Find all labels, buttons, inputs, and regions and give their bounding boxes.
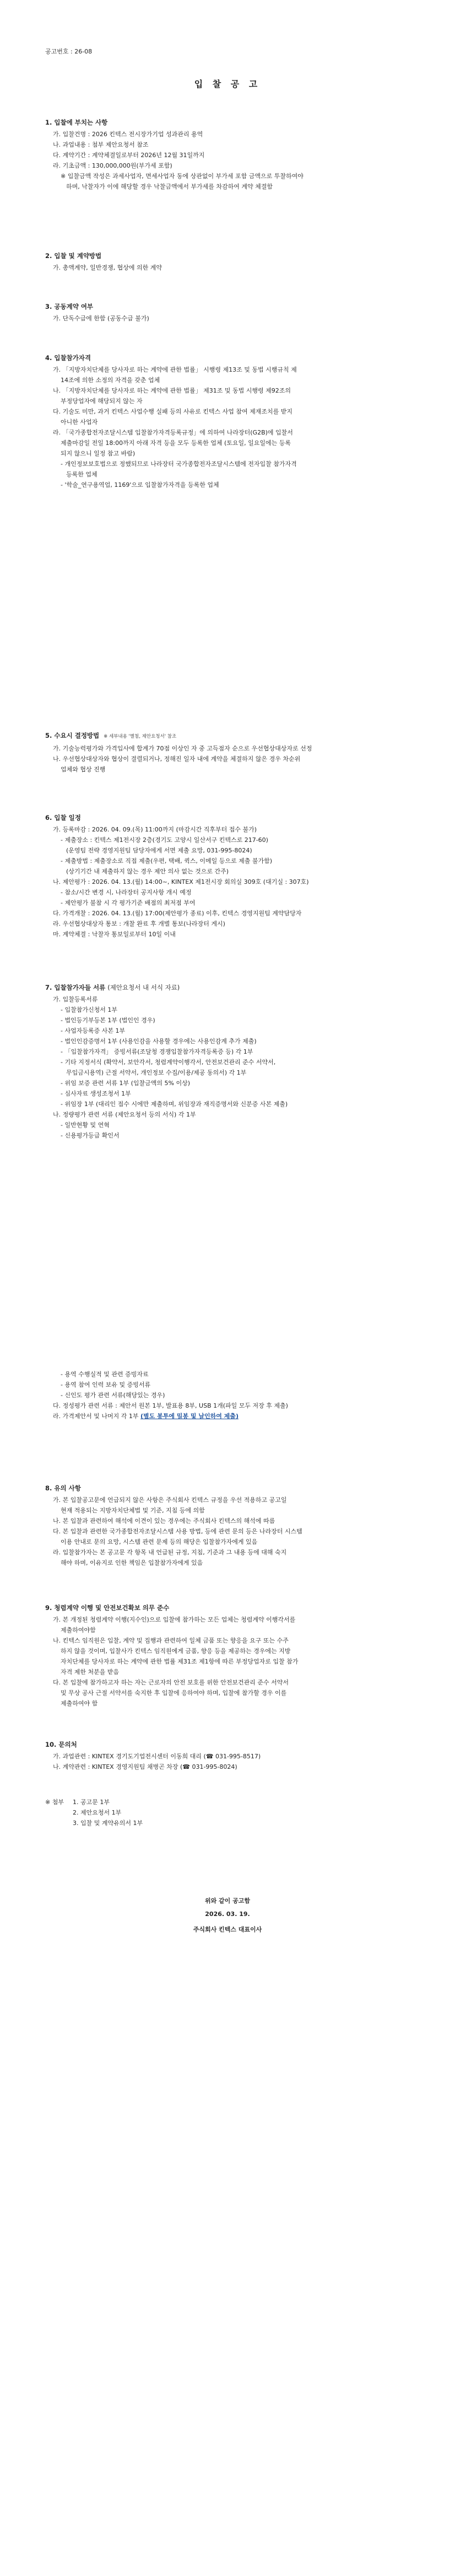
list-item: 가. 과업관련 : KINTEX 경기도기업전시센터 이동희 대리 (☎ 031-995-8517) [53, 1753, 261, 1760]
list-item: 제출하여야함 [61, 1627, 96, 1634]
section-integrity [45, 1603, 425, 1709]
attachment-item: 2. 제안요청서 1부 [73, 1809, 122, 1816]
list-item: - 신인도 평가 관련 서류(해당있는 경우) [61, 1392, 165, 1399]
list-item: 가. 총액계약, 일반경쟁, 협상에 의한 계약 [53, 264, 162, 271]
list-item: 가. 단독수급에 한함 (공동수급 불가) [53, 315, 149, 322]
closing-statement: 위와 같이 공고함 [204, 1897, 251, 1904]
list-item: 되지 않으니 일정 참고 바람) [61, 450, 136, 457]
list-item: 다. 가격개찰 : 2026. 04. 13.(월) 17:00(제안평가 종료) 이후, 킨텍스 경영지원팀 계약담당자 [53, 910, 302, 917]
section-heading: 10. 문의처 [45, 1741, 77, 1748]
list-item: 나. 본 입찰과 관련하여 해석에 이견이 있는 경우에는 주식회사 킨텍스의 해석에 따름 [53, 1517, 275, 1525]
attachments-label: ※ 첨부 [45, 1799, 64, 1806]
list-item: 제출마감일 전일 18:00까지 아래 자격 등을 모두 등록한 업체 (토요일, 일요일에는 등록 [61, 439, 291, 447]
section-heading: 2. 입찰 및 계약방법 [45, 252, 102, 260]
list-item: 가. 「지방자치단체를 당사자로 하는 계약에 관한 법률」 시행령 제13조 및 동법 시행규칙 제 [53, 366, 297, 373]
list-item: 라. 「국가종합전자조달시스템 입찰참가자격등록규정」에 의하여 나라장터(G2B)에 입찰서 [53, 429, 293, 436]
list-item: 나. 과업내용 : 첨부 제안요청서 참조 [53, 141, 149, 148]
list-item: - '학술_연구용역업, 1169'으로 입찰참가자격을 등록한 업체 [61, 481, 219, 489]
list-item: 등록한 업체 [66, 471, 98, 478]
list-item: 14조에 의한 소정의 자격을 갖춘 업체 [61, 377, 160, 384]
list-item: 하지 않을 것이며, 입찰사가 킨텍스 임직원에게 금품, 향응 등을 제공하는 경우에는 지방 [61, 1647, 291, 1655]
list-item: 가. 본 입찰공고문에 언급되지 않은 사항은 주식회사 킨텍스 규정을 우선 적용하고 공고일 [53, 1496, 287, 1504]
list-item: - 위임장 1부 (대리인 접수 시에만 제출하며, 위임장과 재직증명서와 신분증 사본 제출) [61, 1101, 288, 1108]
list-item: (상기기간 내 제출하지 않는 경우 제안 의사 없는 것으로 간주) [66, 868, 229, 875]
list-item: - 위임 보증 관련 서류 1부 (입찰금액의 5% 이상) [61, 1080, 190, 1087]
section-heading: 8. 유의 사항 [45, 1484, 81, 1492]
section-schedule [45, 813, 425, 940]
highlight-text: (별도 봉투에 밀봉 및 날인하여 제출) [140, 1413, 239, 1420]
list-item: 가. 입찰등록서류 [53, 996, 98, 1003]
list-item: - 신용평가등급 확인서 [61, 1132, 120, 1139]
list-item: 가. 기술능력평가와 가격입사에 합계가 70점 이상인 자 중 고득점자 순으로 우선협상대상자로 선정 [53, 745, 312, 752]
list-item: 라. 가격제안서 및 나머지 각 1부 (별도 봉투에 밀봉 및 날인하여 제출) [53, 1413, 239, 1420]
list-item: - 법인인감증명서 1부 (사용인감을 사용할 경우에는 사용인감계 추가 제출) [61, 1038, 257, 1045]
section-heading: 7. 입찰참가자들 서류 (제안요청서 내 서식 자료) [45, 984, 180, 991]
list-item: 나. 킨텍스 임직원은 입찰, 계약 및 집행과 관련하여 일체 금품 또는 향응을 요구 또는 수주 [53, 1637, 289, 1644]
section-heading: 3. 공동계약 여부 [45, 303, 94, 310]
list-item: - 심사자료 생성조청서 1부 [61, 1090, 131, 1097]
list-item: 다. 본 입찰과 관련한 국가종합전자조달시스템 사용 방법, 등에 관련 문의 등은 나라장터 시스템 [53, 1528, 302, 1535]
list-item: - 용역 참여 인력 보유 및 증빙서류 [61, 1381, 151, 1388]
section-eligibility [45, 353, 425, 490]
list-item: - 참소/시간 변경 시, 나라장터 공지사항 개시 예정 [61, 889, 192, 896]
list-item: 및 무상 공사 근절 서약서를 숙지한 후 입찰에 응하여야 하며, 입찰에 참가할 경우 이를 [61, 1689, 287, 1697]
list-item: - 입찰참가신청서 1부 [61, 1006, 117, 1013]
attachment-row [45, 1797, 425, 1807]
note-text: ※ 입찰금액 작성은 과세사업자, 면세사업자 동에 상관없이 부가세 포함 금액으로 투찰하여야 [61, 173, 304, 180]
list-item: 라. 입찰참가자는 본 공고문 각 항목 내 언급된 규정, 지침, 기준과 그 내용 등에 대해 숙지 [53, 1549, 287, 1556]
list-item: - 제안평가 불참 시 각 평가기준 배점의 최저점 부여 [61, 899, 196, 906]
section-notes [45, 1483, 425, 1568]
section-heading: 5. 수요시 결정방법 ※ 세부내용 '별첨, 제안요청서' 참조 [45, 732, 177, 739]
list-item: 가. 등록마감 : 2026. 04. 09.(목) 11:00까지 (마감시간 직후부터 접수 불가) [53, 826, 257, 833]
closing-signatory: 주식회사 킨텍스 대표이사 [193, 1926, 262, 1933]
list-item: - 법인등기부등본 1부 (법인인 경우) [61, 1017, 155, 1024]
list-item: 현재 적용되는 지방자치단체법 및 기준, 지침 등에 의함 [61, 1507, 205, 1514]
page-title: 입 찰 공 고 [194, 79, 261, 89]
section-bid-items [45, 117, 425, 192]
list-item: 나. 제안평가 : 2026. 04. 13.(월) 14:00~, KINTEX 제1전시장 회의실 309호 (대기실 : 307호) [53, 878, 309, 886]
attachments [45, 1797, 425, 1828]
list-item: 다. 기술도 미만, 과거 킨텍스 사업수행 실패 등의 사유로 킨텍스 사업 참여 제재조치를 받지 [53, 408, 292, 415]
list-item: 라. 우선협상대상자 통보 : 개찰 완료 후 개별 통보(나라장터 게시) [53, 920, 225, 927]
list-item: 자치단체를 당사자로 하는 계약에 관한 법률 제31조 제1항에 따른 부정당업자로 입찰 참가 [61, 1658, 299, 1665]
section-documents-continued [45, 1369, 425, 1421]
list-item: 이용 안내로 문의 요망, 시스템 관련 문제 등의 해당은 입찰참가자에게 있음 [61, 1538, 258, 1545]
section-contact [45, 1740, 425, 1772]
list-item: 제출하여야 함 [61, 1700, 98, 1707]
list-item: - 개인정보보호법으로 정했되므로 나라장터 국가종합전자조달시스템에 전자입찰 참가자격 [61, 460, 297, 468]
section-heading: 1. 입찰에 부치는 사항 [45, 119, 108, 126]
list-item: 나. 계약관련 : KINTEX 경영지원팀 채병곤 차장 (☎ 031-995-8024) [53, 1763, 237, 1770]
list-item: - 일반현황 및 연혁 [61, 1121, 110, 1129]
closing-date: 2026. 03. 19. [205, 1910, 250, 1918]
section-contract-method [45, 251, 425, 273]
list-item: 부정당업자에 해당되지 않는 자 [61, 398, 143, 405]
list-item: 가. 본 개정된 청렴계약 이행(지수인)으로 입찰에 참가하는 모든 업체는 청렴계약 이행각서를 [53, 1616, 296, 1623]
list-item: - 제출방법 : 제출장소로 직접 제출(우편, 택배, 퀵스, 이메일 등으로 제출 불가함) [61, 857, 272, 865]
notice-number: 공고번호 : 26-08 [45, 48, 93, 55]
list-item: 나. 정량평가 관련 서류 (제안요청서 등의 서식) 각 1부 [53, 1111, 196, 1118]
list-item: 마. 계약체결 : 낙찰자 통보일로부터 10일 이내 [53, 931, 176, 938]
section-note: (제안요청서 내 서식 자료) [107, 984, 180, 991]
note-text: 하며, 낙찰자가 이에 해당할 경우 낙찰금액에서 부가세를 차감하여 계약 체결함 [66, 183, 273, 190]
list-item: 무입금시용역) 근절 서약서, 개인정보 수집/이용/제공 동의서) 각 1부 [66, 1069, 247, 1076]
list-item: - 기타 지정서식 (확약서, 보안각서, 청렴계약이행각서, 안전보건관리 준수 서약서, [61, 1059, 276, 1066]
section-joint-contract [45, 302, 425, 324]
list-item: 나. 우선협상대상자와 협상이 결렬되거나, 정해진 일자 내에 계약을 체결하지 않은 경우 차순위 [53, 755, 301, 763]
section-note: ※ 세부내용 '별첨, 제안요청서' 참조 [104, 734, 177, 739]
list-item: - 사업자등록증 사본 1부 [61, 1027, 126, 1034]
list-item: 아니한 사업자 [61, 418, 98, 426]
list-item: 업체와 협상 진행 [61, 766, 106, 773]
list-item: 해야 하며, 이유지로 인한 책임은 입찰참가자에게 있음 [61, 1559, 203, 1566]
list-item: 자격 제한 처분을 받음 [61, 1668, 120, 1676]
list-item: - 제출장소 : 킨텍스 제1전시장 2층(경기도 고양시 일산서구 킨텍스로 217-60) [61, 836, 268, 844]
list-item: 가. 입찰건명 : 2026 킨텍스 전시장가기업 성과관리 용역 [53, 131, 203, 138]
section-heading: 4. 입찰참가자격 [45, 354, 91, 362]
section-documents [45, 983, 425, 1141]
section-heading: 6. 입찰 일정 [45, 814, 81, 822]
list-item: 나. 「지방자치단체를 당사자로 하는 계약에 관한 법률」 제31조 및 동법 시행령 제92조의 [53, 387, 291, 394]
list-item: - 「입찰참가자격」 증빙서류(조달청 경쟁입찰참가자격등록증 등) 각 1부 [61, 1048, 253, 1055]
list-item: - 용역 수행실적 및 관련 증빙자료 [61, 1371, 149, 1378]
attachment-item: 1. 공고문 1부 [73, 1799, 110, 1806]
list-item: 라. 기초금액 : 130,000,000원(부가세 포함) [53, 162, 172, 169]
list-item: 다. 계약기간 : 계약체결일로부터 2026년 12월 31일까지 [53, 152, 205, 159]
section-heading: 9. 청렴계약 이행 및 안전보건확보 의무 준수 [45, 1604, 170, 1612]
list-item: 다. 본 입찰에 참가하고자 하는 자는 근로자의 안전 보호를 위한 안전보건관리 준수 서약서 [53, 1679, 289, 1686]
attachment-item: 3. 입찰 및 계약유의서 1부 [73, 1820, 143, 1827]
list-item: (운영팀 전략 경영지원팀 담당자에게 서면 제출 요망, 031-995-8024) [66, 847, 252, 854]
list-item: 다. 정성평가 관련 서류 : 제안서 원본 1부, 발표용 8부, USB 1개(파일 모두 저장 후 제출) [53, 1402, 288, 1409]
section-selection-method [45, 731, 425, 775]
